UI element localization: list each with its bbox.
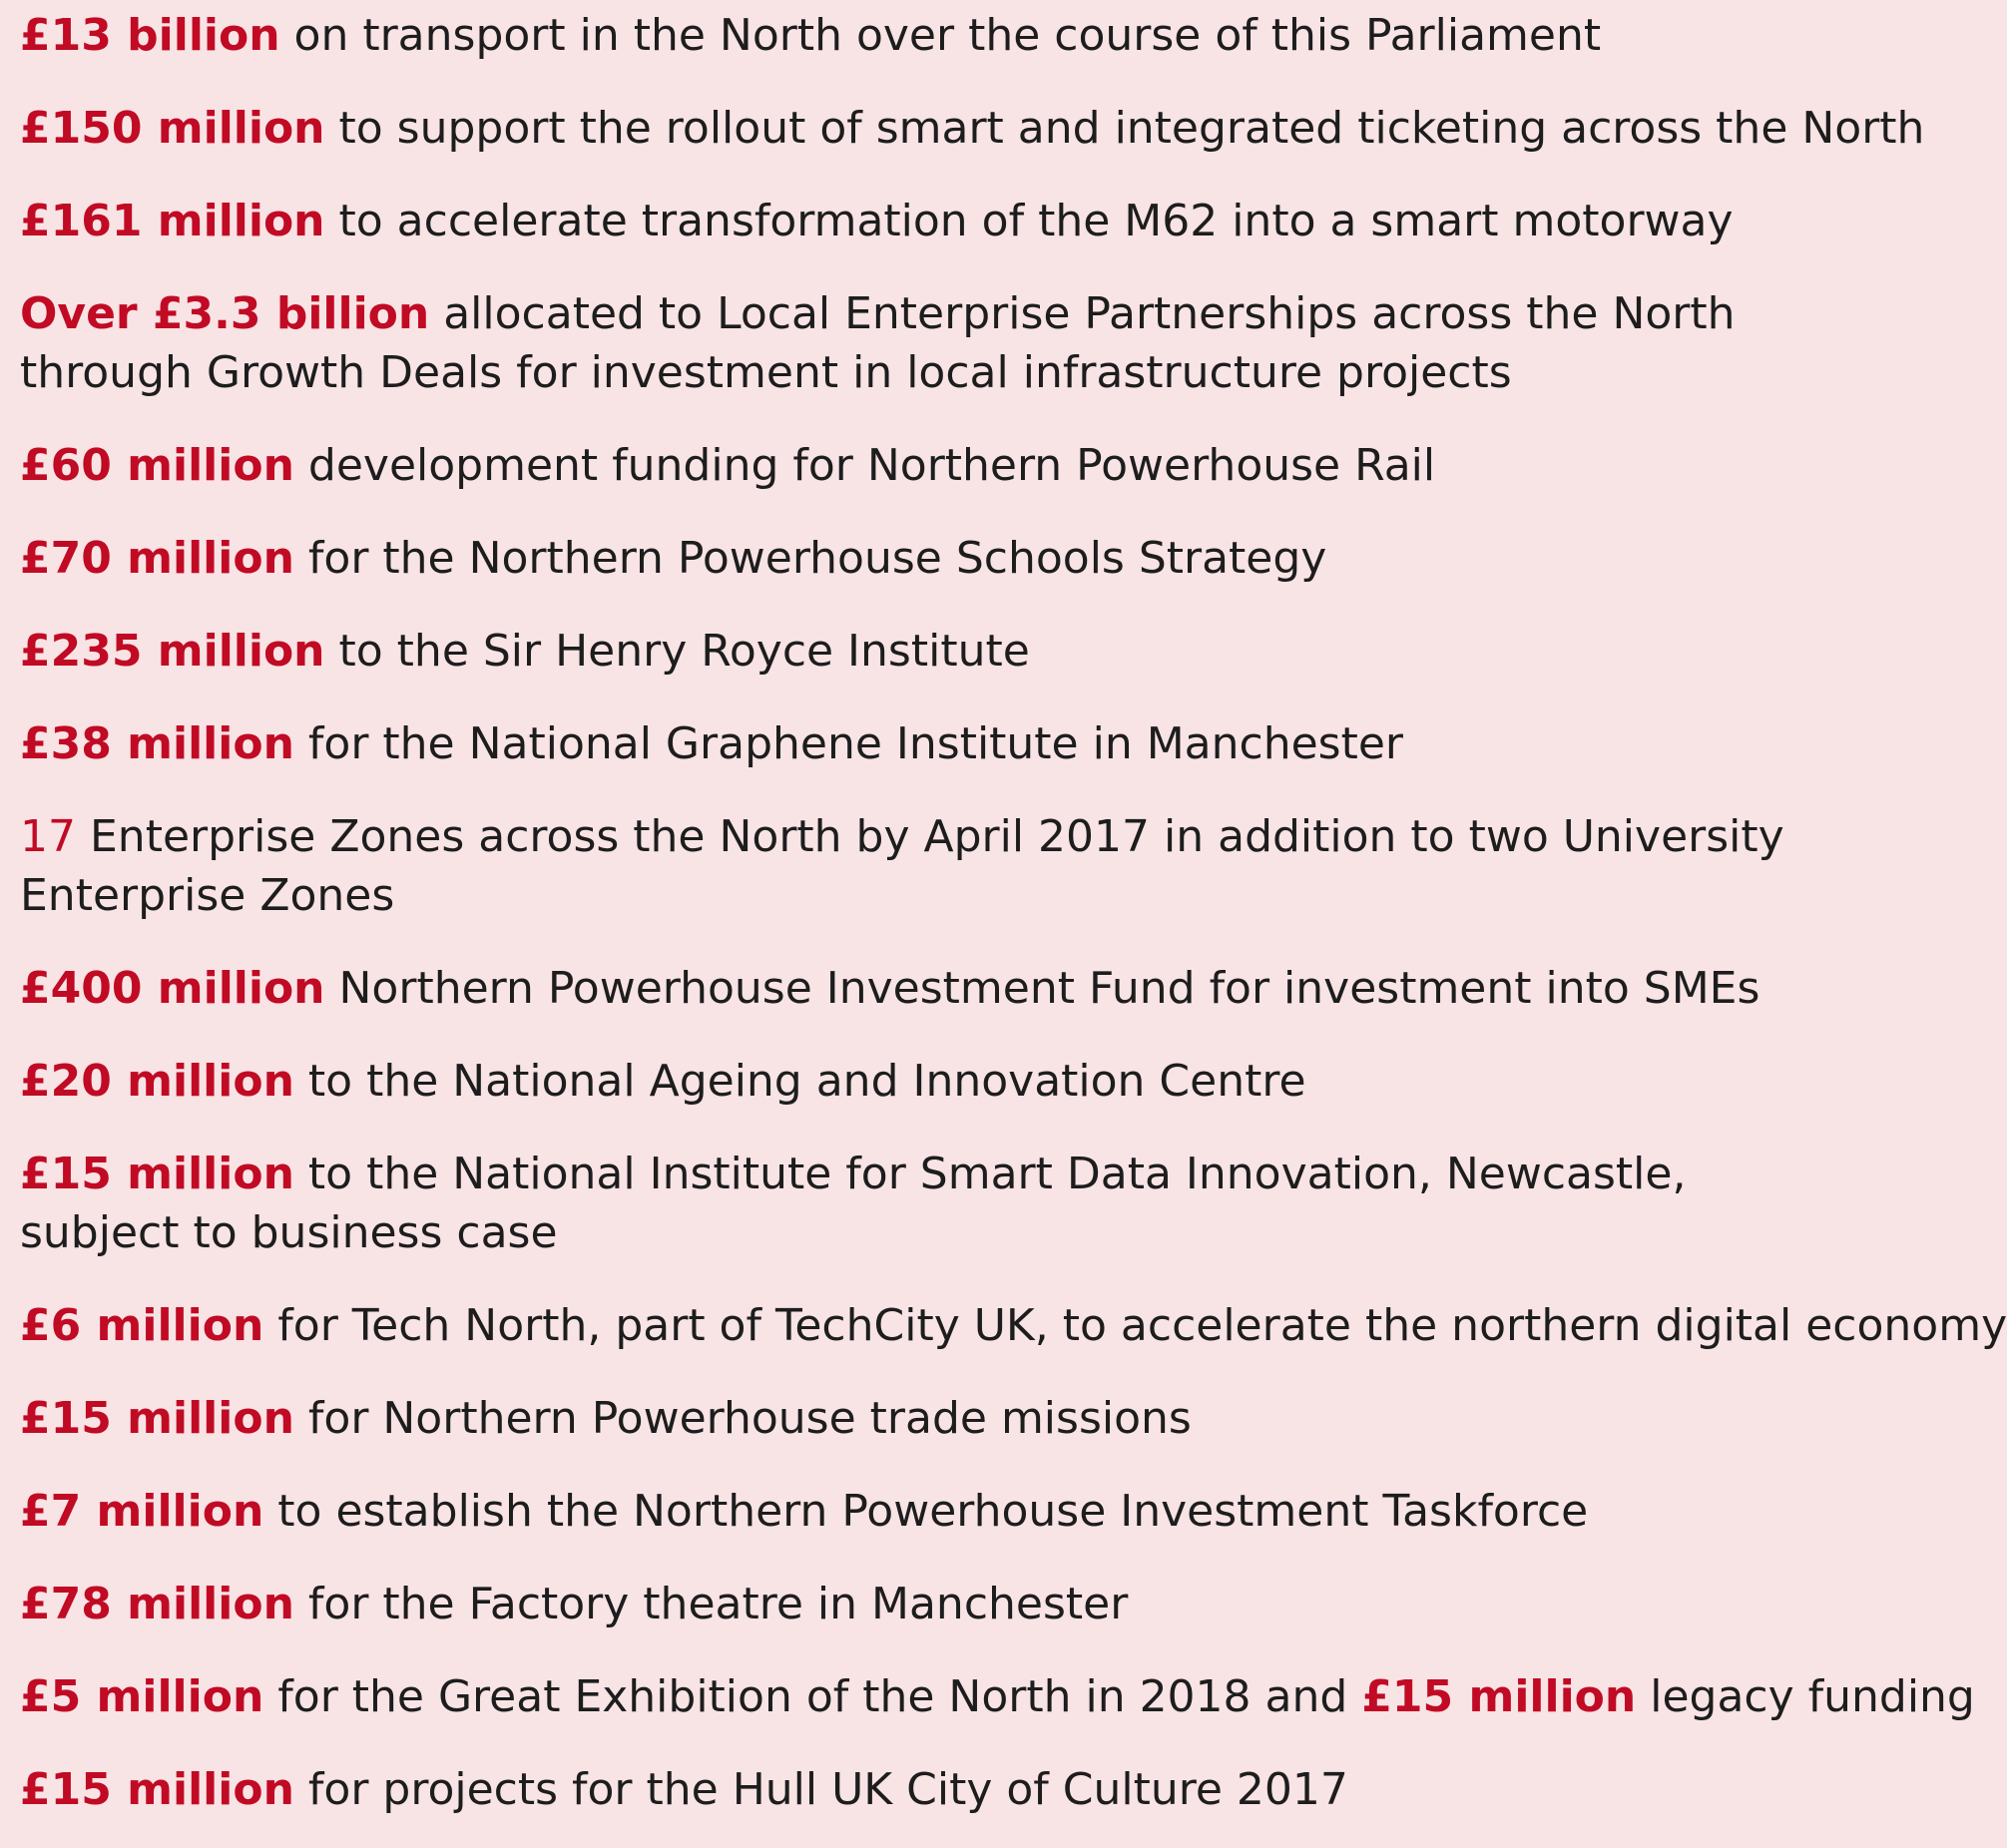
list-item <box>20 192 1816 250</box>
funding-description: Enterprise Zones across the North by April 2017 in addition to two University Enterprise Zones <box>20 811 1784 921</box>
funding-amount: £235 million <box>20 626 325 677</box>
list-item <box>20 436 1816 495</box>
funding-amount: £150 million <box>20 103 325 154</box>
funding-amount: £15 million <box>20 1149 294 1199</box>
funding-amount: £20 million <box>20 1056 294 1107</box>
funding-description: to accelerate transformation of the M62 into a smart motorway <box>338 196 1734 246</box>
list-item <box>20 1760 1816 1819</box>
funding-description: allocated to Local Enterprise Partnerships across the North through Growth Deals for investment in local infrastructure projects <box>20 288 1736 398</box>
funding-amount: £70 million <box>20 533 294 584</box>
funding-description: for the Northern Powerhouse Schools Strategy <box>307 533 1327 584</box>
funding-amount: Over £3.3 billion <box>20 288 430 339</box>
funding-description: to support the rollout of smart and integrated ticketing across the North <box>338 103 1925 154</box>
funding-description: to establish the Northern Powerhouse Investment Taskforce <box>277 1486 1589 1537</box>
list-item <box>20 1482 1816 1541</box>
list-item <box>20 1145 1816 1262</box>
funding-amount: £5 million <box>20 1671 264 1722</box>
list-item <box>20 1667 1975 1726</box>
list-item <box>20 807 1816 925</box>
funding-description: to the Sir Henry Royce Institute <box>338 626 1030 677</box>
funding-description: for the Great Exhibition of the North in 2018 and <box>277 1671 1348 1722</box>
list-item <box>20 714 1816 773</box>
list-item <box>20 284 1816 402</box>
list-item <box>20 1575 1816 1633</box>
funding-amount: 17 <box>20 811 76 862</box>
legacy-funding-description: legacy funding <box>1650 1671 1975 1722</box>
funding-amount: £6 million <box>20 1300 264 1351</box>
funding-amount: £38 million <box>20 718 294 769</box>
funding-description: for the Factory theatre in Manchester <box>307 1579 1129 1629</box>
list-item <box>20 529 1816 588</box>
list-item <box>20 959 1816 1018</box>
funding-description: to the National Ageing and Innovation Centre <box>307 1056 1306 1107</box>
funding-amount: £13 billion <box>20 10 280 61</box>
list-item <box>20 99 1925 158</box>
list-item <box>20 622 1816 681</box>
funding-amount: £7 million <box>20 1486 264 1537</box>
funding-amount: £161 million <box>20 196 325 246</box>
funding-amount: £15 million <box>20 1393 294 1444</box>
list-item <box>20 1389 1816 1448</box>
funding-description: for Tech North, part of TechCity UK, to accelerate the northern digital economy <box>277 1300 2007 1351</box>
list-item <box>20 6 1816 65</box>
funding-description: development funding for Northern Powerhouse Rail <box>307 440 1436 491</box>
legacy-funding-amount: £15 million <box>1361 1671 1637 1722</box>
funding-description: to the National Institute for Smart Data Innovation, Newcastle, subject to business case <box>20 1149 1687 1258</box>
funding-description: Northern Powerhouse Investment Fund for investment into SMEs <box>338 963 1760 1014</box>
funding-amount: £60 million <box>20 440 294 491</box>
funding-description: for the National Graphene Institute in Manchester <box>307 718 1404 769</box>
funding-amount: £15 million <box>20 1764 294 1815</box>
funding-description: for projects for the Hull UK City of Culture 2017 <box>307 1764 1348 1815</box>
funding-amount: £400 million <box>20 963 325 1014</box>
list-item <box>20 1296 2007 1355</box>
list-item <box>20 1052 1816 1111</box>
funding-description: for Northern Powerhouse trade missions <box>307 1393 1192 1444</box>
funding-description: on transport in the North over the course of this Parliament <box>293 10 1602 61</box>
funding-amount: £78 million <box>20 1579 294 1629</box>
